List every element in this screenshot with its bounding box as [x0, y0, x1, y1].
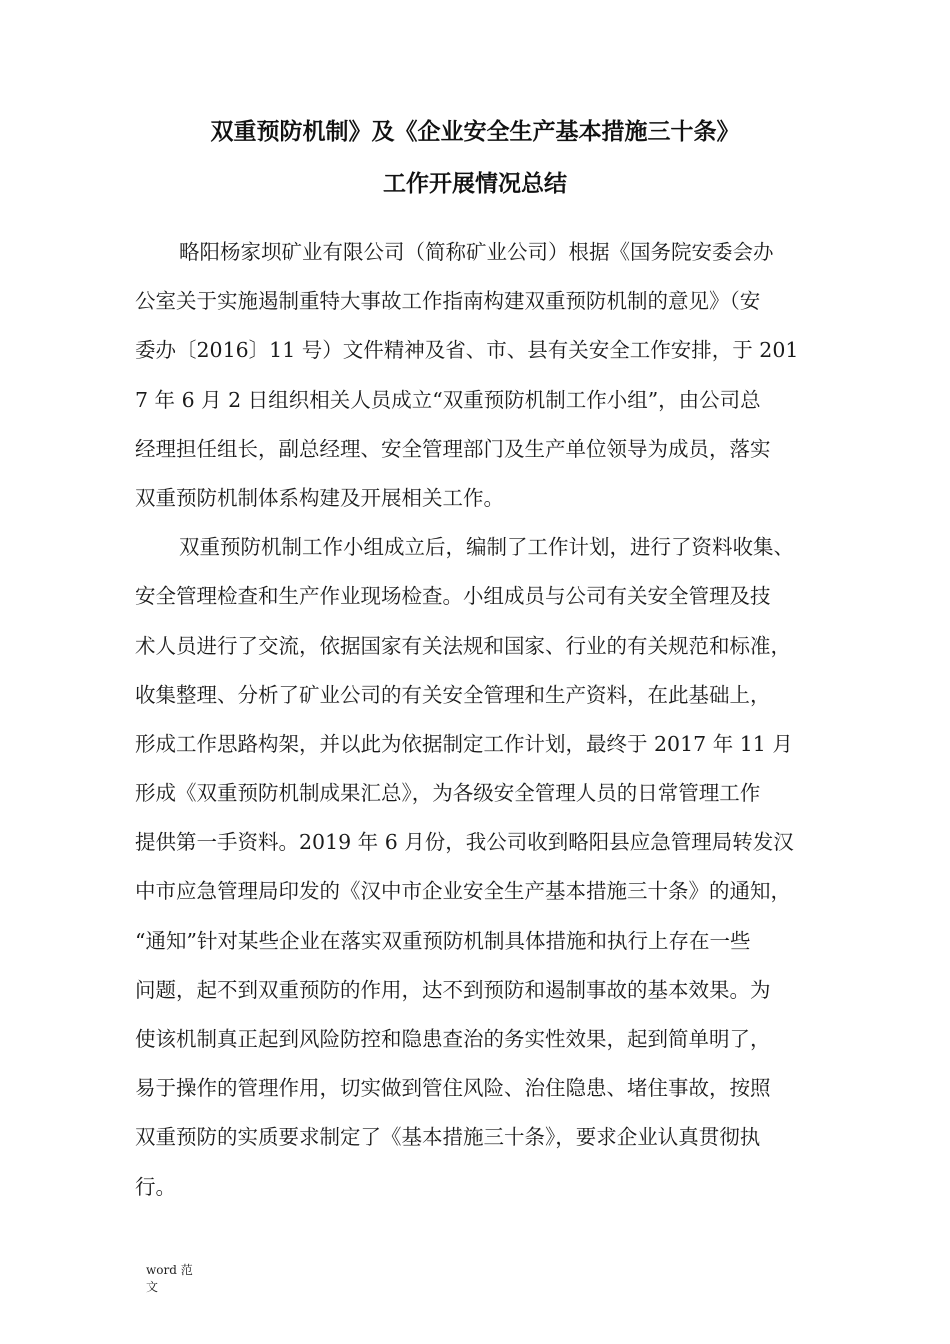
paragraph-line: 双重预防的实质要求制定了《基本措施三十条》，要求企业认真贯彻执: [135, 1125, 761, 1150]
footer-text-line-1: word 范: [146, 1263, 193, 1277]
paragraph-line: “通知”针对某些企业在落实双重预防机制具体措施和执行上存在一些: [135, 928, 751, 953]
paragraph-line: 委办〔2016〕11 号）文件精神及省、市、县有关安全工作安排，于 201: [135, 338, 799, 363]
paragraph-line: 问题，起不到双重预防的作用，达不到预防和遏制事故的基本效果。为: [135, 977, 771, 1002]
paragraph-line: 使该机制真正起到风险防控和隐患查治的务实性效果，起到简单明了，: [135, 1027, 771, 1051]
paragraph-2: [135, 523, 835, 1212]
paragraph-line: 易于操作的管理作用，切实做到管住风险、治住隐患、堵住事故，按照: [135, 1076, 771, 1101]
paragraph-1: [135, 228, 835, 523]
paragraph-line: 安全管理检查和生产作业现场检查。小组成员与公司有关安全管理及技: [135, 584, 771, 609]
paragraph-line: 双重预防机制体系构建及开展相关工作。: [135, 485, 504, 510]
document-title-line-1: 双重预防机制》及《企业安全生产基本措施三十条》: [210, 119, 740, 145]
paragraph-line: 双重预防机制工作小组成立后，编制了工作计划，进行了资料收集、: [179, 535, 794, 560]
document-title-line-2: 工作开展情况总结: [383, 171, 567, 197]
paragraph-line: 收集整理、分析了矿业公司的有关安全管理和生产资料，在此基础上，: [135, 682, 771, 707]
paragraph-line: 形成工作思路构架，并以此为依据制定工作计划，最终于 2017 年 11 月: [135, 731, 793, 756]
paragraph-line: 术人员进行了交流，依据国家有关法规和国家、行业的有关规范和标准，: [135, 633, 791, 658]
document-body: [135, 228, 835, 1212]
page-footer: [146, 1262, 206, 1296]
paragraph-line: 经理担任组长，副总经理、安全管理部门及生产单位领导为成员，落实: [135, 436, 771, 461]
paragraph-line: 提供第一手资料。2019 年 6 月份，我公司收到略阳县应急管理局转发汉: [135, 830, 794, 855]
paragraph-line: 形成《双重预防机制成果汇总》，为各级安全管理人员的日常管理工作: [135, 781, 761, 806]
footer-text-line-2: 文: [146, 1280, 159, 1294]
paragraph-line: 行。: [135, 1174, 176, 1199]
paragraph-line: 略阳杨家坝矿业有限公司（简称矿业公司）根据《国务院安委会办: [179, 240, 774, 264]
paragraph-line: 7 年 6 月 2 日组织相关人员成立“双重预防机制工作小组”，由公司总: [135, 387, 761, 412]
paragraph-line: 中市应急管理局印发的《汉中市企业安全生产基本措施三十条》的通知，: [135, 879, 791, 904]
paragraph-line: 公室关于实施遏制重特大事故工作指南构建双重预防机制的意见》（安: [135, 289, 761, 314]
